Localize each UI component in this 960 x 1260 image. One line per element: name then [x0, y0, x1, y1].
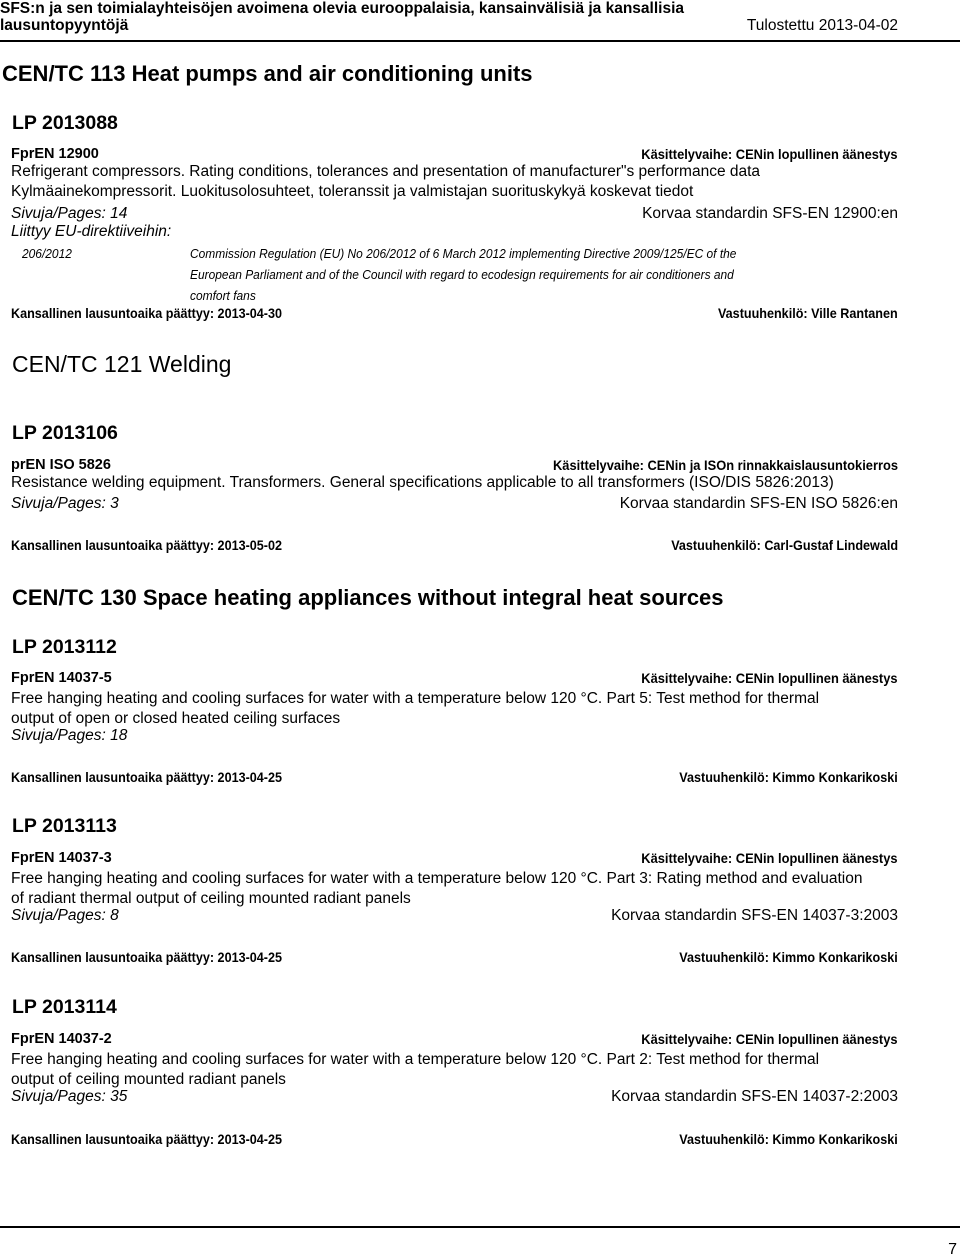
- committee-title: CEN/TC 130 Space heating appliances without integral heat sources: [12, 585, 724, 610]
- processing-stage: Käsittelyvaihe: CENin ja ISOn rinnakkaislausuntokierros: [552, 457, 898, 473]
- header-title-line1: SFS:n ja sen toimialayhteisöjen avoimena olevia eurooppalaisia, kansainvälisiä ja kansallisia: [0, 0, 685, 17]
- lp-number: LP 2013088: [12, 112, 118, 134]
- standard-description: Free hanging heating and cooling surfaces for water with a temperature below 120 °C. Part 2: Test method for thermal: [11, 1051, 820, 1068]
- footer-divider: [0, 1226, 960, 1228]
- comment-deadline: Kansallinen lausuntoaika päättyy: 2013-04-25: [11, 1131, 283, 1147]
- standard-description: Kylmäainekompressorit. Luokitusolosuhteet, toleranssit ja valmistajan suorituskykyä koskevat tiedot: [11, 183, 694, 200]
- responsible-person: Vastuuhenkilö: Kimmo Konkarikoski: [679, 1131, 898, 1147]
- page-count: Sivuja/Pages: 14: [11, 205, 128, 222]
- standard-code: FprEN 12900: [11, 146, 99, 162]
- eu-directive-line: Commission Regulation (EU) No 206/2012 of 6 March 2012 implementing Directive 2009/125/EC of the: [190, 246, 737, 261]
- lp-number: LP 2013106: [12, 422, 118, 444]
- eu-directive-label: Liittyy EU-direktiiveihin:: [11, 223, 172, 240]
- standard-description: Free hanging heating and cooling surfaces for water with a temperature below 120 °C. Part 3: Rating method and evaluation: [11, 870, 863, 887]
- lp-number: LP 2013112: [12, 636, 117, 658]
- standard-description: Refrigerant compressors. Rating conditions, tolerances and presentation of manufacturer"s performance data: [11, 163, 761, 180]
- processing-stage: Käsittelyvaihe: CENin lopullinen äänestys: [641, 146, 898, 162]
- comment-deadline: Kansallinen lausuntoaika päättyy: 2013-04-25: [11, 949, 283, 965]
- processing-stage: Käsittelyvaihe: CENin lopullinen äänestys: [641, 850, 898, 866]
- responsible-person: Vastuuhenkilö: Ville Rantanen: [718, 305, 898, 321]
- eu-directive-code: 206/2012: [22, 246, 72, 261]
- page-count: Sivuja/Pages: 18: [11, 727, 128, 744]
- responsible-person: Vastuuhenkilö: Kimmo Konkarikoski: [679, 949, 898, 965]
- processing-stage: Käsittelyvaihe: CENin lopullinen äänestys: [641, 670, 898, 686]
- replaces-standard: Korvaa standardin SFS-EN 14037-3:2003: [611, 907, 898, 924]
- standard-code: prEN ISO 5826: [11, 457, 111, 473]
- lp-number: LP 2013113: [12, 815, 117, 837]
- comment-deadline: Kansallinen lausuntoaika päättyy: 2013-04-25: [11, 769, 283, 785]
- processing-stage: Käsittelyvaihe: CENin lopullinen äänestys: [641, 1031, 898, 1047]
- comment-deadline: Kansallinen lausuntoaika päättyy: 2013-05-02: [11, 537, 283, 553]
- standard-code: FprEN 14037-5: [11, 670, 112, 686]
- standard-description: of radiant thermal output of ceiling mounted radiant panels: [11, 890, 411, 907]
- comment-deadline: Kansallinen lausuntoaika päättyy: 2013-04-30: [11, 305, 283, 321]
- eu-directive-text: [190, 243, 736, 306]
- header-title-line2: lausuntopyyntöjä: [0, 17, 129, 34]
- replaces-standard: Korvaa standardin SFS-EN 14037-2:2003: [611, 1088, 898, 1105]
- eu-directive-line: comfort fans: [190, 288, 256, 303]
- committee-title: CEN/TC 113 Heat pumps and air conditioning units: [2, 61, 533, 86]
- page-number: 7: [948, 1241, 957, 1258]
- standard-description: Resistance welding equipment. Transformers. General specifications applicable to all transformers (ISO/DIS 5826:2013): [11, 474, 834, 491]
- standard-description: Free hanging heating and cooling surfaces for water with a temperature below 120 °C. Part 5: Test method for thermal: [11, 690, 820, 707]
- standard-description: output of ceiling mounted radiant panels: [11, 1071, 286, 1088]
- eu-directive-line: European Parliament and of the Council with regard to ecodesign requirements for air conditioners and: [190, 267, 734, 282]
- header-divider: [0, 40, 960, 42]
- replaces-standard: Korvaa standardin SFS-EN ISO 5826:en: [619, 495, 898, 512]
- committee-title: CEN/TC 121 Welding: [12, 351, 232, 377]
- page-count: Sivuja/Pages: 8: [11, 907, 119, 924]
- standard-code: FprEN 14037-2: [11, 1031, 112, 1047]
- page-count: Sivuja/Pages: 35: [11, 1088, 128, 1105]
- replaces-standard: Korvaa standardin SFS-EN 12900:en: [642, 205, 898, 222]
- standard-description: output of open or closed heated ceiling surfaces: [11, 710, 341, 727]
- responsible-person: Vastuuhenkilö: Carl-Gustaf Lindewald: [671, 537, 898, 553]
- page-count: Sivuja/Pages: 3: [11, 495, 119, 512]
- responsible-person: Vastuuhenkilö: Kimmo Konkarikoski: [679, 769, 898, 785]
- standard-code: FprEN 14037-3: [11, 850, 112, 866]
- print-date: Tulostettu 2013-04-02: [746, 17, 898, 34]
- lp-number: LP 2013114: [12, 996, 117, 1018]
